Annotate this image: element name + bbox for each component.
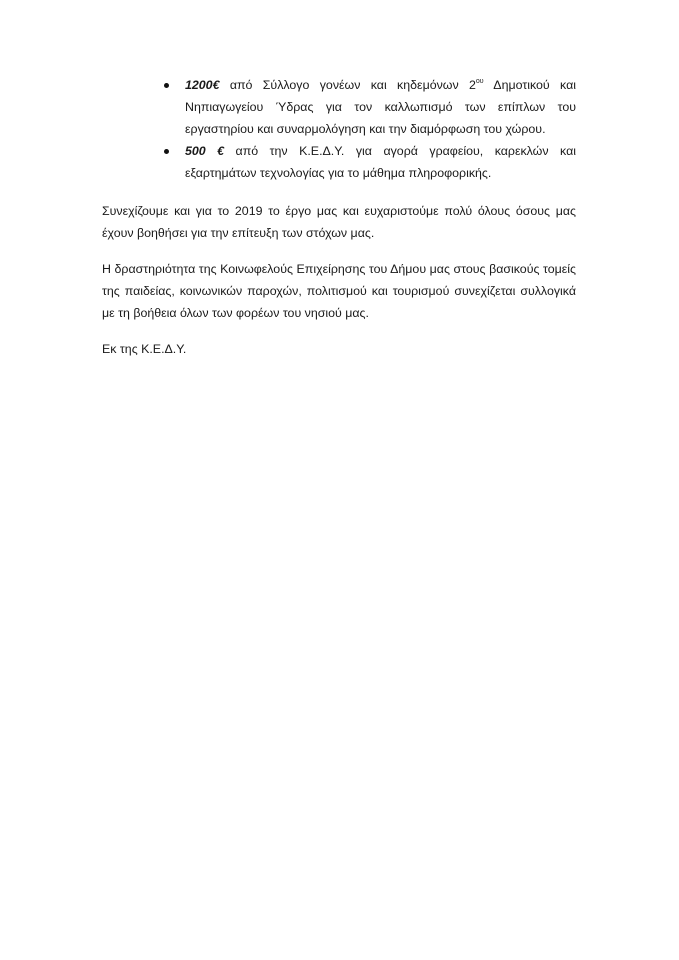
paragraph-thanks: Συνεχίζουμε και για το 2019 το έργο μας και ευχαριστούμε πολύ όλους όσους μας έχουν βοηθήσει για την επίτευξη των στόχων μας.	[102, 204, 576, 240]
donation-text: από την Κ.Ε.Δ.Υ. για αγορά γραφείου, καρεκλών και εξαρτημάτων τεχνολογίας για το μάθημα πληροφορικής.	[185, 144, 577, 180]
donation-amount: 500 €	[185, 144, 225, 158]
paragraph-activity: Η δραστηριότητα της Κοινωφελούς Επιχείρησης του Δήμου μας στους βασικούς τομείς της παιδείας, κοινωνικών παροχών, πολιτισμού και τουρισμού συνεχίζεται συλλογικά με τη βοήθεια όλων των φορέων του νησιού μας.	[102, 262, 576, 320]
document-body	[102, 74, 576, 360]
donation-text-continued: Δημοτικού και Νηπιαγωγείου Ύδρας για τον καλλωπισμό των επίπλων του εργαστηρίου και συναρμολόγηση και την διαμόρφωση του χώρου.	[185, 78, 576, 136]
bullet-dot-icon	[164, 149, 169, 154]
signature-line: Εκ της Κ.Ε.Δ.Υ.	[102, 342, 187, 356]
bullet-dot-icon	[164, 83, 169, 88]
donation-list	[102, 74, 576, 184]
list-item	[102, 74, 576, 140]
ordinal-suffix: ου	[475, 77, 484, 85]
donation-amount: 1200€	[185, 78, 220, 92]
donation-text: από Σύλλογο γονέων και κηδεμόνων 2	[219, 78, 476, 92]
list-item	[102, 140, 576, 184]
